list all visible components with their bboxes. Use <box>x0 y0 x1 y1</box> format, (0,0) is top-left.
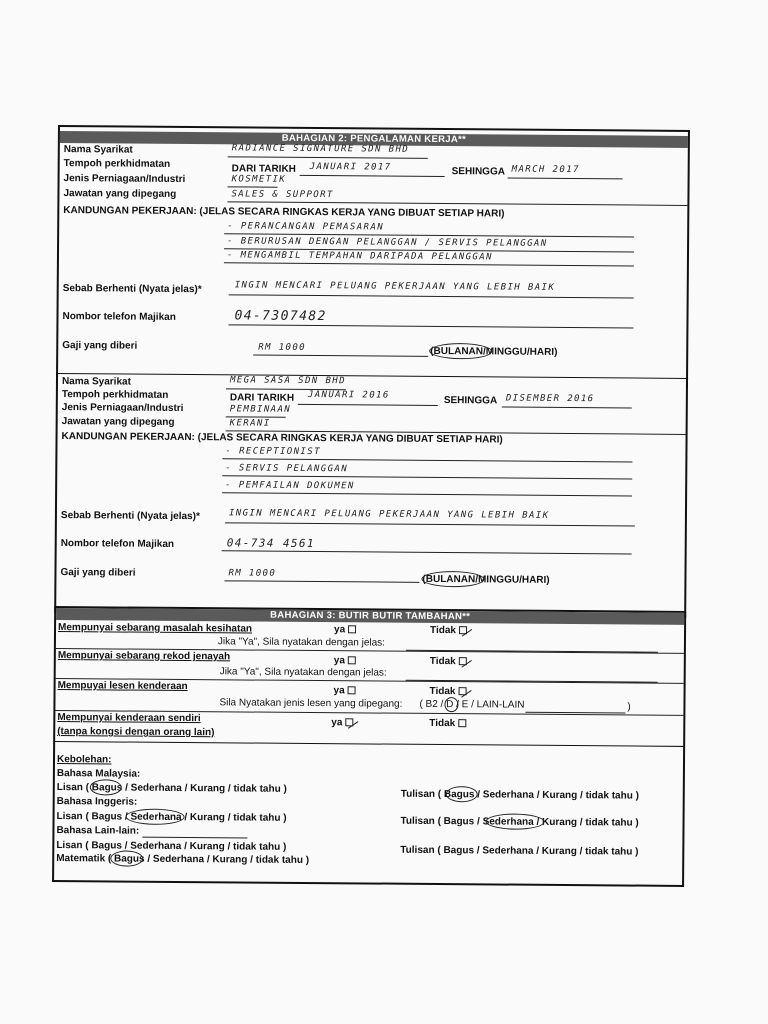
license-detail-label: Sila Nyatakan jenis lesen yang dipegang: <box>219 697 403 710</box>
phone-value[interactable]: 04-7307482 <box>234 308 327 325</box>
section-2-header: BAHAGIAN 2: PENGALAMAN KERJA** <box>60 131 688 148</box>
position-label: Jawatan yang dipegang <box>63 188 177 200</box>
industry-label: Jenis Perniagaan/Industri <box>63 173 186 186</box>
vehicle-question: Mempunyai kenderaan sendiri <box>57 712 201 725</box>
health-yes[interactable]: ya <box>334 624 356 635</box>
record-yes[interactable]: ya <box>334 655 356 666</box>
reason-value[interactable]: INGIN MENCARI PELUANG PEKERJAAN YANG LEBIH BAIK <box>234 280 556 293</box>
salary-period: (BULANAN/MINGGU/HARI) <box>430 345 558 358</box>
written-malay[interactable]: Tulisan ( Bagus / Sederhana / Kurang / tidak tahu ) <box>400 788 639 802</box>
vehicle-no[interactable]: Tidak <box>429 718 466 729</box>
section-3-header: BAHAGIAN 3: BUTIR BUTIR TAMBAHAN** <box>56 608 684 625</box>
skills-title: Kebolehan: <box>56 754 112 766</box>
period-label-2: Tempoh perkhidmatan <box>61 389 169 401</box>
health-question: Mempunyai sebarang masalah kesihatan <box>58 622 253 635</box>
duty-1[interactable]: - PERANCANGAN PEMASARAN <box>227 221 385 233</box>
salary-period-2: (BULANAN/MINGGU/HARI) <box>422 573 550 586</box>
from-label: DARI TARIKH <box>231 163 296 175</box>
duty-2-3[interactable]: - PEMFAILAN DOKUMEN <box>225 480 355 492</box>
record-question: Mempunyai sebarang rekod jenayah <box>57 650 231 663</box>
salary-value-2[interactable]: RM 1000 <box>228 568 277 579</box>
spoken-other[interactable]: Lisan ( Bagus / Sederhana / Kurang / tidak tahu ) <box>56 840 287 853</box>
period-label: Tempoh perkhidmatan <box>63 158 171 170</box>
salary-label-2: Gaji yang diberi <box>60 567 136 579</box>
reason-label: Sebab Berhenti (Nyata jelas)* <box>62 283 202 296</box>
industry-label-2: Jenis Perniagaan/Industri <box>61 402 184 414</box>
english-label: Bahasa Inggeris: <box>56 796 138 808</box>
position-value-2[interactable]: KERANI <box>229 418 271 429</box>
position-label-2: Jawatan yang dipegang <box>61 416 175 428</box>
application-form <box>52 125 690 890</box>
selected-spoken-malay-mark <box>90 779 122 795</box>
salary-value[interactable]: RM 1000 <box>258 342 307 353</box>
reason-label-2: Sebab Berhenti (Nyata jelas)* <box>60 510 200 523</box>
until-value[interactable]: MARCH 2017 <box>511 164 580 176</box>
math-skill[interactable]: Matematik ( Bagus / Sederhana / Kurang / tidak tahu ) <box>56 853 310 866</box>
selected-bulanan-mark <box>429 343 492 359</box>
duties-label: KANDUNGAN PEKERJAAN: (JELAS SECARA RINGKAS KERJA YANG DIBUAT SETIAP HARI) <box>63 205 505 220</box>
from-value-2[interactable]: JANUARI 2016 <box>307 389 390 401</box>
company-label: Nama Syarikat <box>63 144 133 156</box>
duty-2-2[interactable]: - SERVIS PELANGGAN <box>225 463 349 475</box>
selected-license-d-mark <box>444 697 458 712</box>
duty-3[interactable]: - MENGAMBIL TEMPAHAN DARIPADA PELANGGAN <box>226 250 493 263</box>
selected-written-malay-mark <box>446 786 478 802</box>
company-value-2[interactable]: MEGA SASA SDN BHD <box>229 375 346 387</box>
from-value[interactable]: JANUARI 2017 <box>309 161 392 173</box>
until-value-2[interactable]: DISEMBER 2016 <box>505 393 595 405</box>
record-no[interactable]: Tidak <box>430 656 467 667</box>
industry-value[interactable]: KOSMETIK <box>231 174 287 185</box>
duty-2-1[interactable]: - RECEPTIONIST <box>225 446 321 458</box>
record-detail-label: Jika "Ya", Sila nyatakan dengan jelas: <box>219 666 387 679</box>
until-label: SEHINGGA <box>451 166 506 178</box>
spoken-english[interactable]: Lisan ( Bagus / Sederhana / Kurang / tidak tahu ) <box>56 811 287 824</box>
duties-label-2: KANDUNGAN PEKERJAAN: (JELAS SECARA RINGKAS KERJA YANG DIBUAT SETIAP HARI) <box>61 431 503 446</box>
health-no[interactable]: Tidak <box>430 625 467 636</box>
selected-written-english-mark <box>485 813 544 829</box>
reason-value-2[interactable]: INGIN MENCARI PELUANG PEKERJAAN YANG LEBIH BAIK <box>228 508 550 521</box>
position-value[interactable]: SALES & SUPPORT <box>231 189 334 201</box>
written-other[interactable]: Tulisan ( Bagus / Sederhana / Kurang / tidak tahu ) <box>400 844 639 858</box>
spoken-malay[interactable]: Lisan ( Bagus / Sederhana / Kurang / tidak tahu ) <box>56 782 287 795</box>
salary-label: Gaji yang diberi <box>62 340 138 352</box>
vehicle-note: (tanpa kongsi dengan orang lain) <box>57 726 215 739</box>
additional-details <box>53 606 686 747</box>
license-options[interactable]: ( B2 / D / E / LAIN-LAIN <box>419 698 525 711</box>
license-yes[interactable]: ya <box>334 685 356 696</box>
work-experience-job-2 <box>54 373 688 618</box>
malay-label: Bahasa Malaysia: <box>56 768 141 780</box>
license-question: Mempuyai lesen kenderaan <box>57 680 188 693</box>
license-no[interactable]: Tidak <box>430 686 467 697</box>
selected-math-mark <box>110 850 143 866</box>
skills-section <box>52 742 685 887</box>
other-language-label: Bahasa Lain-lain: <box>56 825 140 837</box>
selected-bulanan-mark-2 <box>421 571 484 587</box>
from-label-2: DARI TARIKH <box>229 392 295 404</box>
duty-2[interactable]: - BERURUSAN DENGAN PELANGGAN / SERVIS PELANGGAN <box>227 236 548 249</box>
license-close: ) <box>627 701 631 713</box>
health-detail-label: Jika "Ya", Sila nyatakan dengan jelas: <box>217 636 386 649</box>
selected-spoken-english-mark <box>126 809 185 825</box>
phone-label-2: Nombor telefon Majikan <box>60 538 175 550</box>
phone-value-2[interactable]: 04-734 4561 <box>226 536 316 551</box>
vehicle-yes[interactable]: ya <box>331 717 353 728</box>
until-label-2: SEHINGGA <box>443 395 498 407</box>
written-english[interactable]: Tulisan ( Bagus / Sederhana / Kurang / tidak tahu ) <box>400 815 639 829</box>
company-value[interactable]: RADIANCE SIGNATURE SDN BHD <box>231 143 410 155</box>
industry-value-2[interactable]: PEMBINAAN <box>229 404 292 415</box>
work-experience-job-1 <box>56 125 690 388</box>
company-label-2: Nama Syarikat <box>61 376 131 388</box>
phone-label: Nombor telefon Majikan <box>62 311 176 323</box>
